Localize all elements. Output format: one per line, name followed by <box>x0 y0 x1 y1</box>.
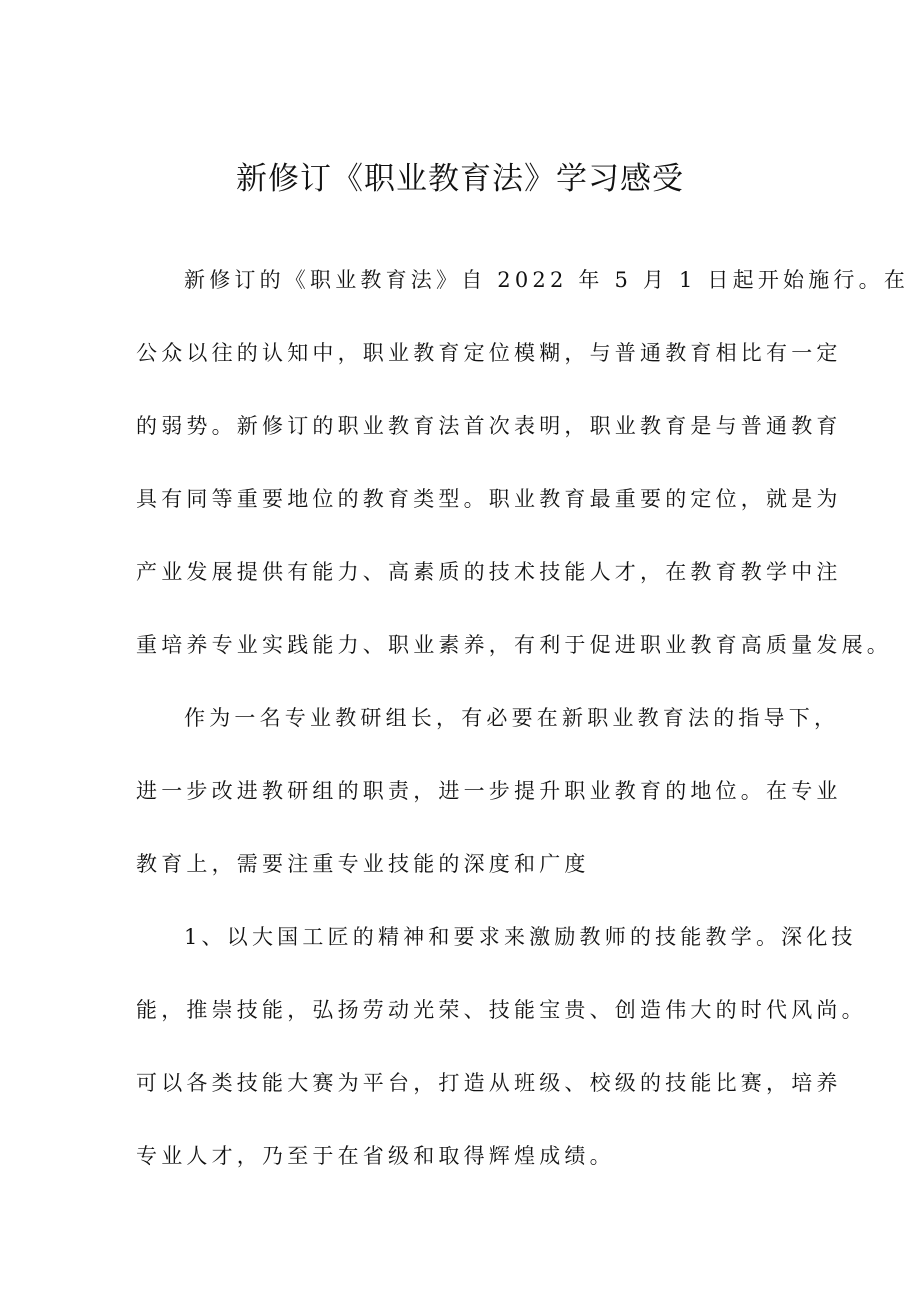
paragraph-1-line-6: 重培养专业实践能力、职业素养，有利于促进职业教育高质量发展。 <box>136 633 892 657</box>
paragraph-1-line-2: 公众以往的认知中，职业教育定位模糊，与普通教育相比有一定 <box>136 341 842 365</box>
paragraph-3-line-4: 专业人才，乃至于在省级和取得辉煌成绩。 <box>136 1144 615 1168</box>
paragraph-3-line-2: 能，推崇技能，弘扬劳动光荣、技能宝贵、创造伟大的时代风尚。 <box>136 998 867 1022</box>
paragraph-2-line-3: 教育上，需要注重专业技能的深度和广度 <box>136 852 590 876</box>
document-title: 新修订《职业教育法》学习感受 <box>236 161 684 197</box>
paragraph-1-line-3: 的弱势。新修订的职业教育法首次表明，职业教育是与普通教育 <box>136 414 842 438</box>
paragraph-3-line-3: 可以各类技能大赛为平台，打造从班级、校级的技能比赛，培养 <box>136 1071 842 1095</box>
paragraph-1-line-5: 产业发展提供有能力、高素质的技术技能人才，在教育教学中注 <box>136 560 842 584</box>
paragraph-2-line-1: 作为一名专业教研组长，有必要在新职业教育法的指导下， <box>184 706 840 730</box>
paragraph-1-line-1: 新修订的《职业教育法》自 2022 年 5 月 1 日起开始施行。在 <box>184 268 910 292</box>
paragraph-1-line-4: 具有同等重要地位的教育类型。职业教育最重要的定位，就是为 <box>136 487 842 511</box>
document-body <box>136 257 910 1206</box>
paragraph-3-line-1: 1、以大国工匠的精神和要求来激励教师的技能教学。深化技 <box>184 925 857 949</box>
paragraph-2-line-2: 进一步改进教研组的职责，进一步提升职业教育的地位。在专业 <box>136 779 842 803</box>
